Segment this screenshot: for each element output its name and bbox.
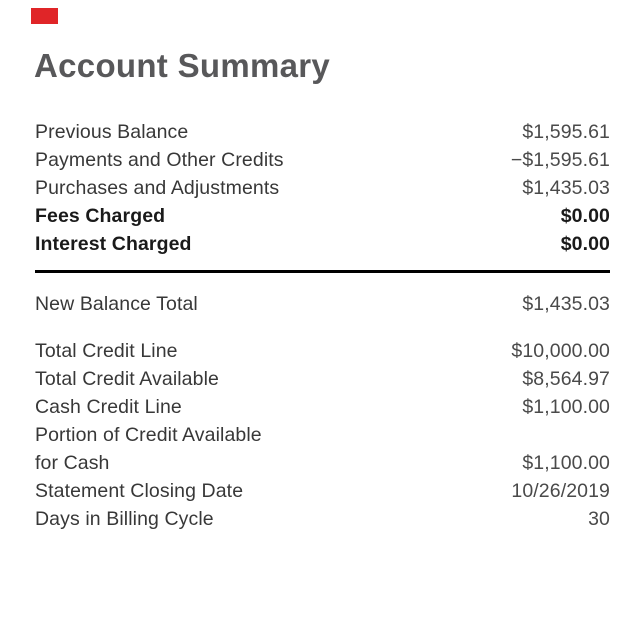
row-value: 30 xyxy=(588,508,610,530)
row-label: Portion of Credit Available xyxy=(35,424,262,446)
row-value: $1,435.03 xyxy=(522,293,610,315)
summary-row-purchases-adjustments xyxy=(35,174,610,202)
row-value: 10/26/2019 xyxy=(511,480,610,502)
row-value: $1,100.00 xyxy=(522,396,610,418)
detail-row-cash-credit-line xyxy=(35,393,610,421)
detail-row-total-credit-available xyxy=(35,365,610,393)
summary-row-fees-charged xyxy=(35,202,610,230)
summary-row-payments-credits xyxy=(35,146,610,174)
row-value: $0.00 xyxy=(560,233,610,255)
summary-table xyxy=(35,118,610,258)
row-value: $10,000.00 xyxy=(511,340,610,362)
row-value: $0.00 xyxy=(560,205,610,227)
row-label: Days in Billing Cycle xyxy=(35,508,214,530)
row-label: Interest Charged xyxy=(35,233,192,255)
row-label: Total Credit Available xyxy=(35,368,219,390)
page-title: Account Summary xyxy=(34,47,331,84)
summary-row-previous-balance xyxy=(35,118,610,146)
row-label: for Cash xyxy=(35,452,110,474)
row-label: New Balance Total xyxy=(35,293,198,315)
row-value: −$1,595.61 xyxy=(510,149,610,171)
row-label: Previous Balance xyxy=(35,121,189,143)
row-label: Purchases and Adjustments xyxy=(35,177,280,199)
divider xyxy=(35,270,610,273)
row-label: Statement Closing Date xyxy=(35,480,244,502)
row-value: $1,100.00 xyxy=(522,452,610,474)
detail-row-days-in-billing-cycle xyxy=(35,505,610,533)
detail-row-statement-closing-date xyxy=(35,477,610,505)
row-label: Fees Charged xyxy=(35,205,166,227)
row-value: $1,435.03 xyxy=(522,177,610,199)
row-label: Total Credit Line xyxy=(35,340,178,362)
row-value: $8,564.97 xyxy=(522,368,610,390)
detail-row-total-credit-line xyxy=(35,337,610,365)
new-balance-total-row xyxy=(35,290,610,318)
detail-row-portion-of-credit xyxy=(35,421,610,449)
row-value: $1,595.61 xyxy=(522,121,610,143)
credit-details-table xyxy=(35,337,610,533)
row-label: Cash Credit Line xyxy=(35,396,182,418)
detail-row-for-cash xyxy=(35,449,610,477)
row-label: Payments and Other Credits xyxy=(35,149,284,171)
summary-row-interest-charged xyxy=(35,230,610,258)
